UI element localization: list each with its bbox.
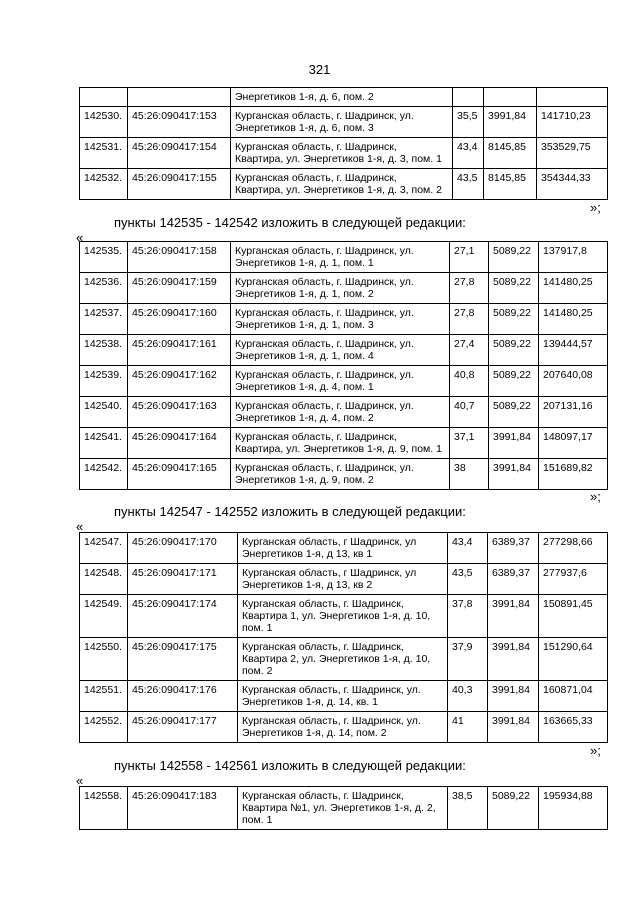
cadastral-number: 45:26:090417:161: [128, 335, 231, 366]
cadastral-number: 45:26:090417:160: [128, 304, 231, 335]
table-row: [80, 459, 608, 490]
row-number: 142552.: [80, 712, 128, 743]
table-row: [80, 366, 608, 397]
row-number: 142548.: [80, 564, 128, 595]
area: 41: [448, 712, 488, 743]
table-row: [80, 681, 608, 712]
total: 151689,82: [539, 459, 608, 490]
total: 160871,04: [539, 681, 608, 712]
address: Курганская область, г. Шадринск, ул. Энергетиков 1-я, д. 4, пом. 1: [231, 366, 450, 397]
price: 5089,22: [489, 242, 539, 273]
row-number: 142558.: [80, 787, 128, 830]
area: 35,5: [453, 107, 484, 138]
row-number: 142531.: [80, 138, 128, 169]
cadastral-number: [128, 88, 231, 107]
amendment-heading: пункты 142558 - 142561 изложить в следующей редакции:: [114, 758, 466, 773]
cadastral-number: 45:26:090417:183: [128, 787, 238, 830]
table-row: [80, 88, 608, 107]
area: 43,4: [448, 533, 488, 564]
address: Курганская область, г. Шадринск, ул. Энергетиков 1-я, д. 14, кв. 1: [238, 681, 448, 712]
table-row: [80, 595, 608, 638]
area: 40,7: [450, 397, 489, 428]
total: 151290,64: [539, 638, 608, 681]
cadastral-number: 45:26:090417:155: [128, 169, 231, 200]
page-number: 321: [308, 62, 331, 77]
address: Курганская область, г. Шадринск, Квартира, ул. Энергетиков 1-я, д. 3, пом. 2: [231, 169, 453, 200]
row-number: 142542.: [80, 459, 128, 490]
area: 40,8: [450, 366, 489, 397]
total: 150891,45: [539, 595, 608, 638]
address: Курганская область, г. Шадринск, ул. Энергетиков 1-я, д. 1, пом. 4: [231, 335, 450, 366]
cadastral-number: 45:26:090417:153: [128, 107, 231, 138]
area: 27,8: [450, 273, 489, 304]
address: Курганская область, г. Шадринск, Квартира, ул. Энергетиков 1-я, д. 9, пом. 1: [231, 428, 450, 459]
price: 3991,84: [488, 595, 539, 638]
address: Курганская область, г. Шадринск, Квартира, ул. Энергетиков 1-я, д. 3, пом. 1: [231, 138, 453, 169]
price: 3991,84: [488, 638, 539, 681]
total: 141710,23: [537, 107, 608, 138]
price: 3991,84: [489, 459, 539, 490]
table-row: [80, 787, 608, 830]
data-table: [79, 786, 608, 830]
amendment-heading: пункты 142535 - 142542 изложить в следующей редакции:: [114, 215, 466, 230]
area: 40,3: [448, 681, 488, 712]
total: 137917,8: [539, 242, 608, 273]
row-number: 142537.: [80, 304, 128, 335]
closing-quote: »;: [590, 743, 601, 758]
total: 354344,33: [537, 169, 608, 200]
area: 37,1: [450, 428, 489, 459]
table-row: [80, 138, 608, 169]
address: Курганская область, г. Шадринск, Квартира №1, ул. Энергетиков 1-я, д. 2, пом. 1: [238, 787, 448, 830]
row-number: 142541.: [80, 428, 128, 459]
closing-quote: »;: [590, 489, 601, 504]
address: Курганская область, г. Шадринск, ул. Энергетиков 1-я, д. 6, пом. 3: [231, 107, 453, 138]
row-number: 142547.: [80, 533, 128, 564]
cadastral-number: 45:26:090417:165: [128, 459, 231, 490]
total: 148097,17: [539, 428, 608, 459]
area: 37,9: [448, 638, 488, 681]
table-row: [80, 397, 608, 428]
total: 207131,16: [539, 397, 608, 428]
area: 38: [450, 459, 489, 490]
row-number: 142540.: [80, 397, 128, 428]
total: 141480,25: [539, 304, 608, 335]
price: 8145,85: [484, 138, 537, 169]
address: Курганская область, г. Шадринск, ул. Энергетиков 1-я, д. 1, пом. 2: [231, 273, 450, 304]
address: Курганская область, г Шадринск, ул Энергетиков 1-я, д 13, кв 1: [238, 533, 448, 564]
total: 353529,75: [537, 138, 608, 169]
total: 277937,6: [539, 564, 608, 595]
row-number: 142536.: [80, 273, 128, 304]
area: 38,5: [448, 787, 488, 830]
price: 5089,22: [489, 397, 539, 428]
price: 3991,84: [488, 712, 539, 743]
cadastral-number: 45:26:090417:163: [128, 397, 231, 428]
address: Курганская область, г. Шадринск, ул. Энергетиков 1-я, д. 1, пом. 3: [231, 304, 450, 335]
table-row: [80, 428, 608, 459]
address: Курганская область, г. Шадринск, ул. Энергетиков 1-я, д. 4, пом. 2: [231, 397, 450, 428]
total: 139444,57: [539, 335, 608, 366]
area: 27,1: [450, 242, 489, 273]
price: 5089,22: [488, 787, 539, 830]
price: 8145,85: [484, 169, 537, 200]
price: 3991,84: [489, 428, 539, 459]
address: Курганская область, г. Шадринск, ул. Энергетиков 1-я, д. 14, пом. 2: [238, 712, 448, 743]
row-number: 142532.: [80, 169, 128, 200]
cadastral-number: 45:26:090417:171: [128, 564, 238, 595]
cadastral-number: 45:26:090417:170: [128, 533, 238, 564]
table-row: [80, 335, 608, 366]
cadastral-number: 45:26:090417:177: [128, 712, 238, 743]
table-row: [80, 304, 608, 335]
opening-quote: «: [76, 773, 84, 788]
cadastral-number: 45:26:090417:174: [128, 595, 238, 638]
area: 37,8: [448, 595, 488, 638]
table-row: [80, 242, 608, 273]
address: Курганская область, г. Шадринск, Квартира 1, ул. Энергетиков 1-я, д. 10, пом. 1: [238, 595, 448, 638]
table-row: [80, 273, 608, 304]
total: 207640,08: [539, 366, 608, 397]
row-number: 142530.: [80, 107, 128, 138]
area: 27,4: [450, 335, 489, 366]
address: Курганская область, г. Шадринск, ул. Энергетиков 1-я, д. 9, пом. 2: [231, 459, 450, 490]
cadastral-number: 45:26:090417:162: [128, 366, 231, 397]
price: [484, 88, 537, 107]
opening-quote: «: [76, 519, 84, 534]
opening-quote: «: [76, 230, 84, 245]
area: 43,5: [448, 564, 488, 595]
price: 3991,84: [484, 107, 537, 138]
table-row: [80, 564, 608, 595]
cadastral-number: 45:26:090417:154: [128, 138, 231, 169]
cadastral-number: 45:26:090417:159: [128, 273, 231, 304]
row-number: 142538.: [80, 335, 128, 366]
price: 5089,22: [489, 335, 539, 366]
closing-quote: »;: [590, 200, 601, 215]
row-number: 142551.: [80, 681, 128, 712]
area: 43,5: [453, 169, 484, 200]
total: 277298,66: [539, 533, 608, 564]
area: 43,4: [453, 138, 484, 169]
total: 195934,88: [539, 787, 608, 830]
row-number: [80, 88, 128, 107]
data-table: [79, 87, 608, 200]
data-table: [79, 532, 608, 743]
table-row: [80, 533, 608, 564]
amendment-heading: пункты 142547 - 142552 изложить в следующей редакции:: [114, 504, 466, 519]
price: 6389,37: [488, 564, 539, 595]
address: Курганская область, г. Шадринск, Квартира 2, ул. Энергетиков 1-я, д. 10, пом. 2: [238, 638, 448, 681]
cadastral-number: 45:26:090417:158: [128, 242, 231, 273]
price: 5089,22: [489, 304, 539, 335]
row-number: 142535.: [80, 242, 128, 273]
table-row: [80, 169, 608, 200]
address: Энергетиков 1-я, д. 6, пом. 2: [231, 88, 453, 107]
cadastral-number: 45:26:090417:175: [128, 638, 238, 681]
data-table: [79, 241, 608, 490]
price: 3991,84: [488, 681, 539, 712]
total: 163665,33: [539, 712, 608, 743]
address: Курганская область, г. Шадринск, ул. Энергетиков 1-я, д. 1, пом. 1: [231, 242, 450, 273]
total: 141480,25: [539, 273, 608, 304]
cadastral-number: 45:26:090417:176: [128, 681, 238, 712]
row-number: 142539.: [80, 366, 128, 397]
table-row: [80, 107, 608, 138]
price: 5089,22: [489, 366, 539, 397]
address: Курганская область, г Шадринск, ул Энергетиков 1-я, д 13, кв 2: [238, 564, 448, 595]
table-row: [80, 712, 608, 743]
cadastral-number: 45:26:090417:164: [128, 428, 231, 459]
row-number: 142550.: [80, 638, 128, 681]
table-row: [80, 638, 608, 681]
price: 5089,22: [489, 273, 539, 304]
price: 6389,37: [488, 533, 539, 564]
total: [537, 88, 608, 107]
area: 27,8: [450, 304, 489, 335]
area: [453, 88, 484, 107]
row-number: 142549.: [80, 595, 128, 638]
